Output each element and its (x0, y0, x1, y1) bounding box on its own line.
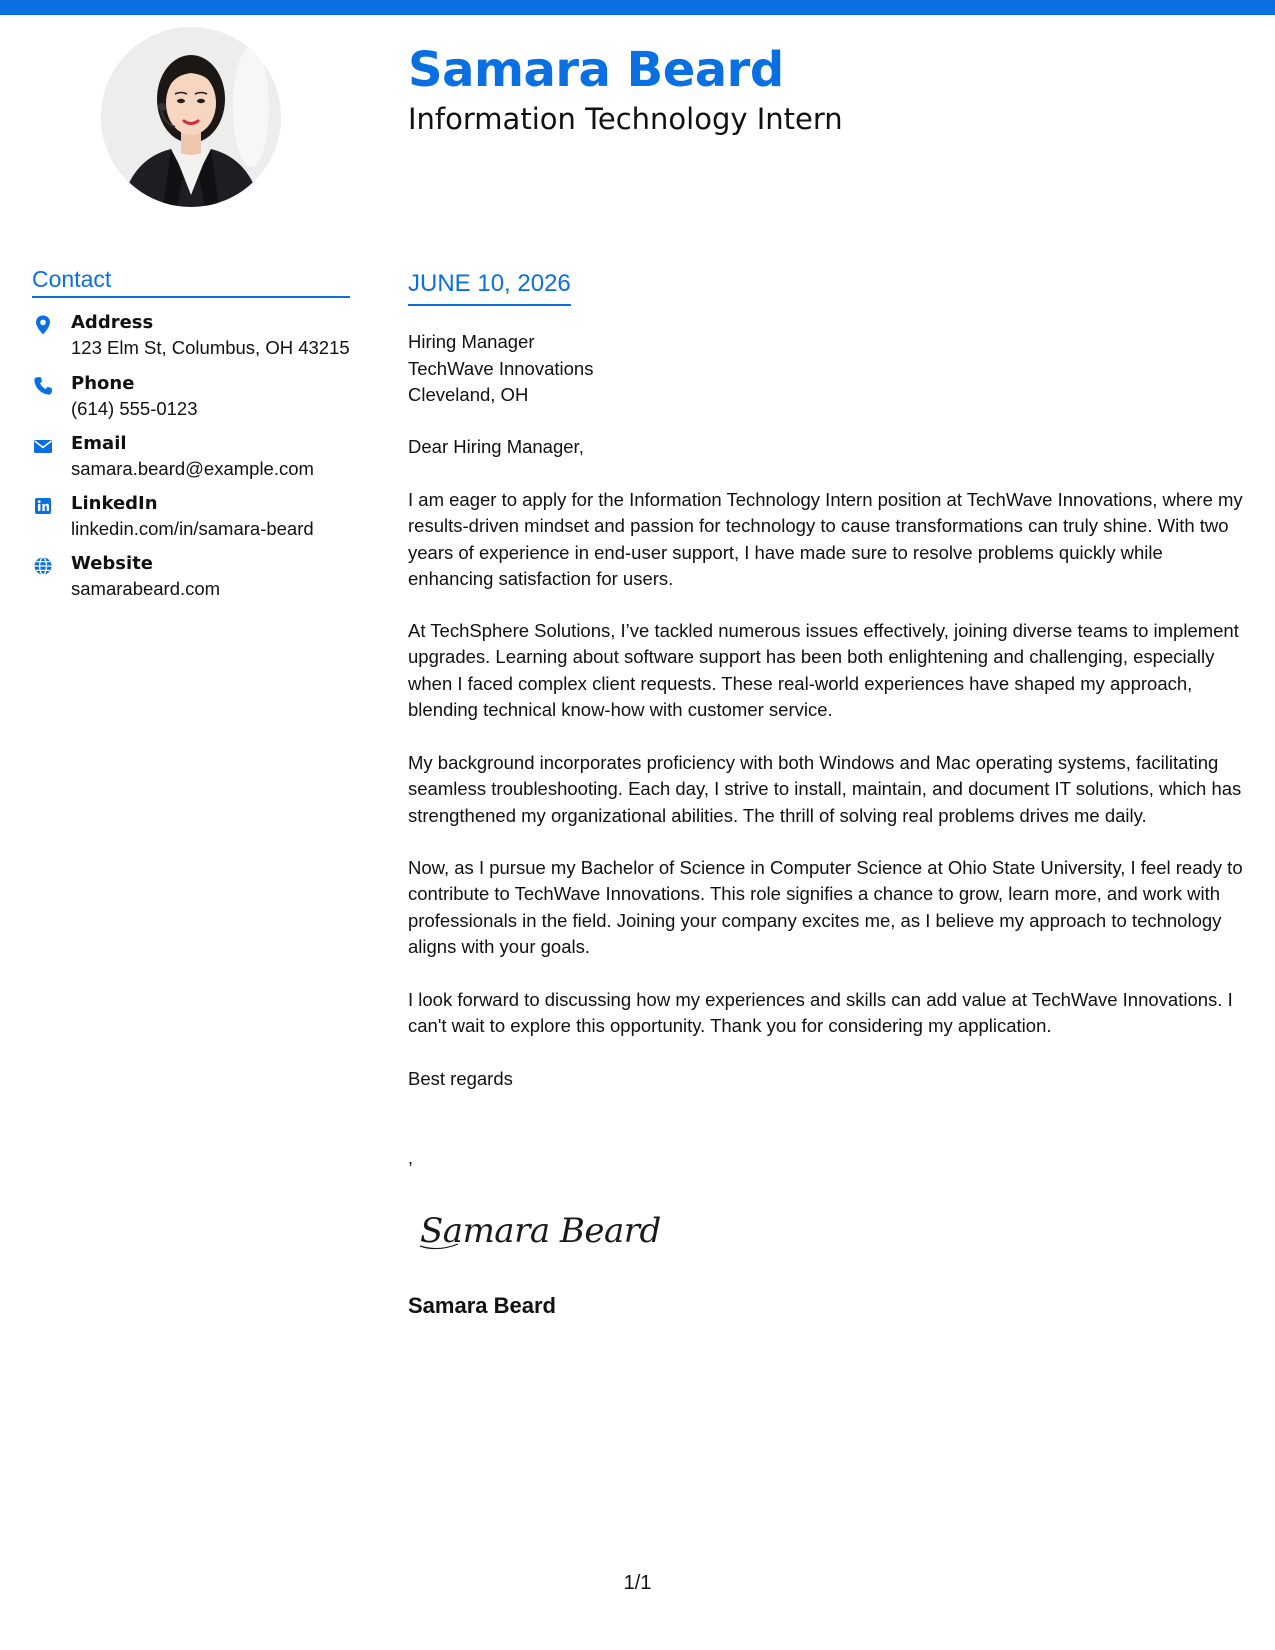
page-number: 1/1 (623, 1572, 652, 1594)
contact-value: linkedin.com/in/samara-beard (71, 518, 314, 539)
profile-photo (101, 27, 281, 207)
salutation: Dear Hiring Manager, (408, 436, 584, 457)
closing: Best regards (408, 1068, 513, 1089)
contact-label: Website (71, 553, 154, 574)
applicant-role: Information Technology Intern (408, 102, 843, 136)
body-paragraph: I look forward to discussing how my experiences and skills can add value at TechWave Innovations. I can't wait to explore this opportunity. Thank you for considering my application. (408, 989, 1233, 1037)
contact-label: Address (71, 312, 154, 333)
contact-value: (614) 555-0123 (71, 398, 198, 419)
body-paragraph: Now, as I pursue my Bachelor of Science in Computer Science at Ohio State University, I feel ready to contribute to TechWave Innovations. This role signifies a chance to grow, learn more, and work with professionals in the field. Joining your company excites me, as I believe my approach to technology aligns with your goals. (408, 857, 1243, 958)
applicant-name: Samara Beard (408, 42, 784, 98)
recipient-line: TechWave Innovations (408, 357, 594, 379)
closing-comma: , (408, 1148, 414, 1168)
body-paragraph: My background incorporates proficiency with both Windows and Mac operating systems, facilitating seamless troubleshooting. Each day, I strive to install, maintain, and document IT solutions, which has strengthened my organizational abilities. The thrill of solving real problems drives me daily. (408, 752, 1242, 826)
recipient-line: Cleveland, OH (408, 384, 529, 405)
contact-value: 123 Elm St, Columbus, OH 43215 (71, 337, 350, 358)
body-paragraph: I am eager to apply for the Information Technology Intern position at TechWave Innovations, where my results-driven mindset and passion for technology to cause transformations can truly shine. With two years of experience in end-user support, I have made sure to resolve problems quickly while enhancing satisfaction for users. (408, 489, 1243, 590)
location-pin-icon (32, 314, 54, 336)
contact-section-title: Contact (32, 266, 350, 298)
recipient-line: Hiring Manager (408, 331, 535, 352)
contact-value: samara.beard@example.com (71, 458, 314, 479)
contact-value: samarabeard.com (71, 578, 221, 599)
linkedin-icon (32, 495, 54, 517)
signer-name: Samara Beard (408, 1293, 556, 1318)
letter-date: JUNE 10, 2026 (408, 270, 571, 306)
contact-label: LinkedIn (71, 493, 158, 514)
contact-label: Email (71, 433, 127, 454)
phone-icon (32, 375, 54, 397)
recipient-block (408, 329, 593, 409)
body-paragraph: At TechSphere Solutions, I’ve tackled numerous issues effectively, joining diverse teams to implement upgrades. Learning about software support has been both enlightening and challenging, especially when I faced complex client requests. These real-world experiences have shaped my approach, blending technical know-how with customer service. (408, 620, 1239, 721)
mail-icon (32, 435, 54, 457)
top-accent-bar (0, 0, 1275, 15)
contact-label: Phone (71, 373, 135, 394)
handwritten-signature (418, 1200, 668, 1265)
svg-text:Samara Beard: Samara Beard (420, 1211, 661, 1251)
globe-icon (32, 555, 54, 577)
